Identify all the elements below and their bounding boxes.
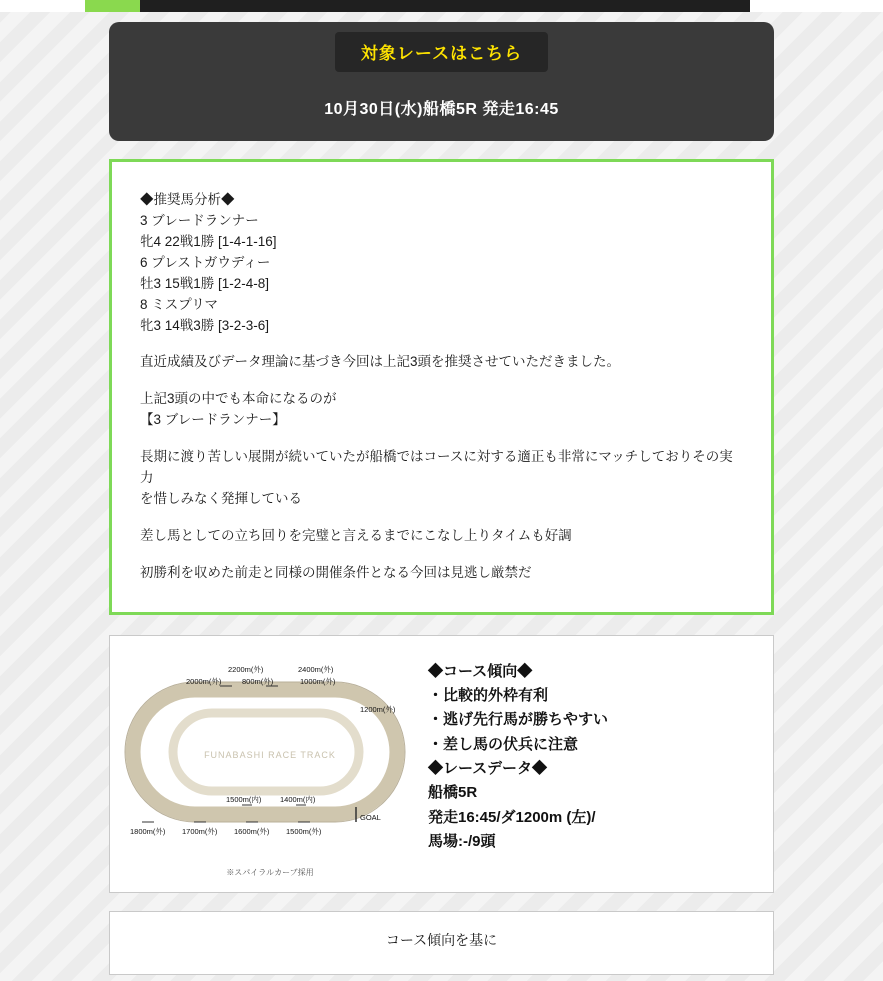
mark-800m-out: 800m(外) xyxy=(242,676,274,686)
spacer-4 xyxy=(140,510,743,526)
analysis-paragraph-5: 初勝利を収めた前走と同様の開催条件となる今回は見逃し厳禁だ xyxy=(140,564,532,580)
horse-3-record: 牝3 14戦3勝 [3-2-3-6] xyxy=(140,317,270,333)
analysis-paragraph-2-line-1: 上記3頭の中でも本命になるのが xyxy=(140,391,337,407)
goal-label: GOAL xyxy=(360,812,381,822)
mark-2200m-out: 2200m(外) xyxy=(228,664,264,674)
top-bar-white-right xyxy=(750,0,883,12)
horse-1-record: 牝4 22戦1勝 [1-4-1-16] xyxy=(140,233,277,249)
analysis-paragraph-3-line-1: 長期に渡り苦しい展開が続いていたが船橋ではコースに対する適正も非常にマッチしておりその実力 xyxy=(140,449,733,486)
analysis-paragraph-4: 差し馬としての立ち回りを完璧と言えるまでにこなし上りタイムも好調 xyxy=(140,527,572,543)
target-race-banner: 対象レースはこちら xyxy=(335,32,548,72)
track-svg xyxy=(120,650,420,865)
race-title: 10月30日(水)船橋5R 発走16:45 xyxy=(324,101,559,118)
analysis-main-pick: 【3 ブレードランナー】 xyxy=(140,412,286,428)
analysis-heading: ◆推奨馬分析◆ xyxy=(140,192,235,207)
top-bar-green-accent xyxy=(85,0,140,12)
track-diagram xyxy=(120,650,420,878)
bottom-box xyxy=(109,911,774,975)
horse-1-name: 3 ブレードランナー xyxy=(140,212,259,228)
header-section xyxy=(0,12,883,141)
spacer-2 xyxy=(140,373,743,389)
course-section xyxy=(0,615,883,893)
mark-1800m-out: 1800m(外) xyxy=(130,826,166,836)
horse-2-record: 牡3 15戦1勝 [1-2-4-8] xyxy=(140,275,270,291)
spacer-5 xyxy=(140,547,743,563)
course-box xyxy=(109,635,774,893)
spacer-1 xyxy=(140,336,743,352)
top-bar-dark xyxy=(140,0,750,12)
mark-1600m-out: 1600m(外) xyxy=(234,826,270,836)
course-trend-item-2: ・逃げ先行馬が勝ちやすい xyxy=(428,711,609,729)
mark-1200m-out: 1200m(外) xyxy=(360,704,396,714)
spacer-3 xyxy=(140,431,743,447)
race-data-line-1: 船橋5R xyxy=(428,784,478,802)
analysis-box xyxy=(109,159,774,615)
mark-2000m-out: 2000m(外) xyxy=(186,676,222,686)
mark-1500m-in: 1500m(内) xyxy=(226,794,262,804)
bottom-section xyxy=(0,893,883,981)
mark-1500m-out: 1500m(外) xyxy=(286,826,322,836)
mark-2400m-out: 2400m(外) xyxy=(298,664,334,674)
bottom-text-line-1: コース傾向を基に xyxy=(385,931,498,948)
race-data-heading: ◆レースデータ◆ xyxy=(428,760,547,778)
analysis-paragraph-1: 直近成績及びデータ理論に基づき今回は上記3頭を推奨させていただきました。 xyxy=(140,354,621,370)
mark-1400m-in: 1400m(内) xyxy=(280,794,316,804)
mark-1000m-out: 1000m(外) xyxy=(300,676,336,686)
header-panel xyxy=(109,22,774,141)
track-name-label: FUNABASHI RACE TRACK xyxy=(204,749,336,760)
top-decorative-bar xyxy=(0,0,883,12)
horse-3-name: 8 ミスプリマ xyxy=(140,296,218,312)
race-data-line-2: 発走16:45/ダ1200m (左)/ xyxy=(428,808,596,826)
track-caption: ※スパイラルカーブ採用 xyxy=(226,867,314,877)
top-bar-white-left xyxy=(0,0,85,12)
course-trend-item-1: ・比較的外枠有利 xyxy=(428,687,549,705)
analysis-section xyxy=(0,141,883,615)
horse-2-name: 6 プレストガウディー xyxy=(140,254,271,270)
course-info-text xyxy=(420,650,763,878)
course-trend-item-3: ・差し馬の伏兵に注意 xyxy=(428,735,579,753)
mark-1700m-out: 1700m(外) xyxy=(182,826,218,836)
course-trend-heading: ◆コース傾向◆ xyxy=(428,662,533,680)
analysis-paragraph-3-line-2: を惜しみなく発揮している xyxy=(140,491,302,507)
race-data-line-3: 馬場:-/9頭 xyxy=(428,832,496,850)
